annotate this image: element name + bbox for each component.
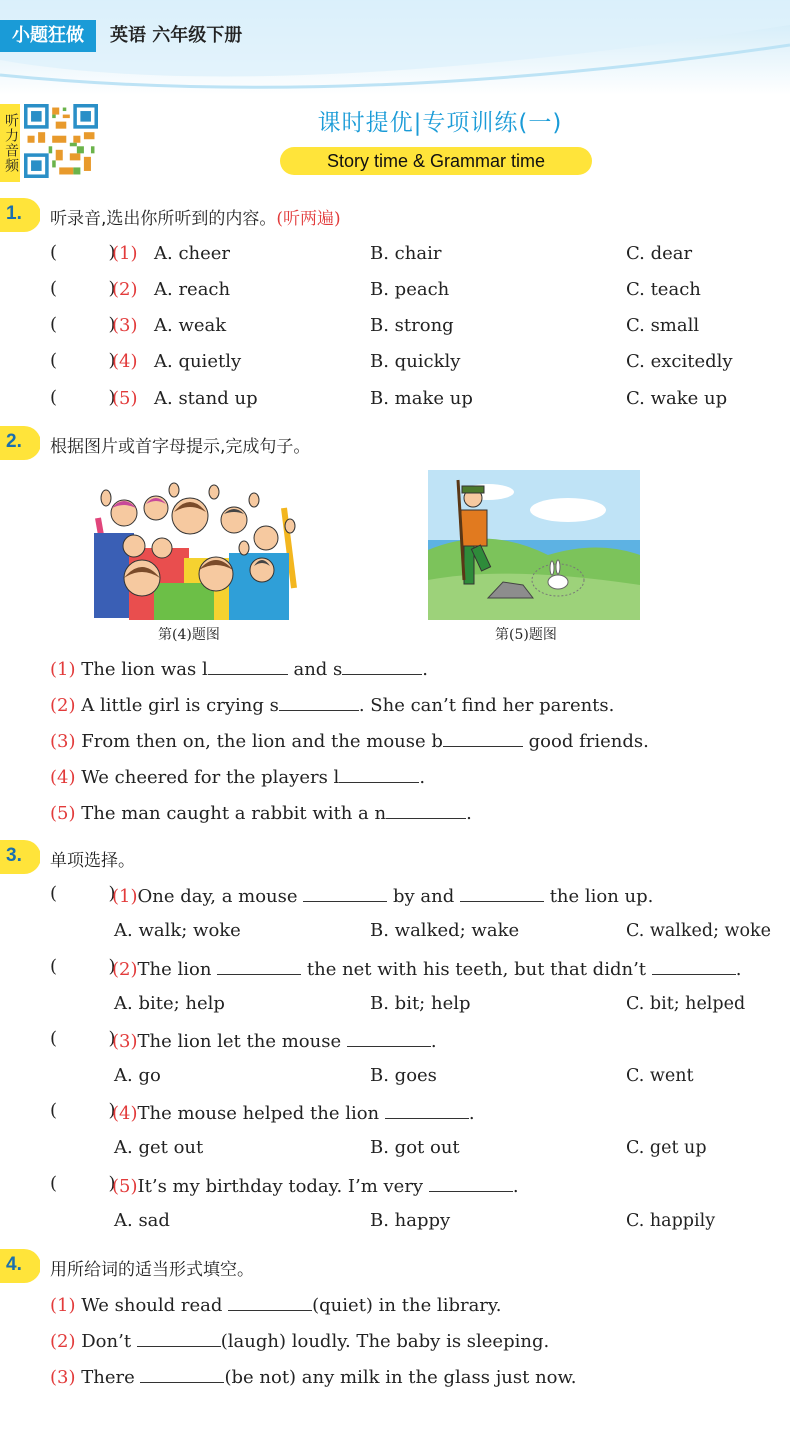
answer-paren[interactable]: ( ) [50,1173,116,1194]
section-1-instruction [50,204,341,229]
sentence-text: We cheered for the players [81,767,334,788]
option-b[interactable]: B. chair [370,243,442,264]
section-1-number: 1. [6,203,22,224]
option-b[interactable]: B. peach [370,279,450,300]
sentence-text: We should read [81,1295,229,1316]
sentence-text: (quiet) in the library. [312,1295,502,1316]
answer-blank[interactable] [652,956,736,975]
question-text: It’s my birthday today. I’m very [137,1176,429,1197]
answer-paren[interactable]: ( ) [50,242,116,263]
choice-question [112,883,653,909]
option-c[interactable]: C. small [626,315,700,336]
answer-paren[interactable]: ( ) [50,1100,116,1121]
section-4-number: 4. [6,1254,22,1275]
question-text: the lion up. [543,886,654,907]
option-b[interactable]: B. quickly [370,351,461,372]
option-b[interactable]: B. goes [370,1065,437,1086]
option-a[interactable]: A. walk; woke [114,920,241,941]
option-a[interactable]: A. weak [154,315,227,336]
option-c[interactable]: C. wake up [626,388,728,409]
sentence-text: The man caught a rabbit with a [81,803,375,824]
question-number: (5) [112,1176,138,1197]
sentence-text: (be not) any milk in the glass just now. [224,1367,577,1388]
section-3-instruction: 单项选择。 [50,851,135,871]
sentence-text: . [466,803,472,824]
question-text: The lion [137,959,218,980]
hint-letter: l [201,659,208,680]
sentence-text: good friends. [522,731,649,752]
sentence-text: A little girl is crying [81,695,270,716]
sentence-text: . [422,659,429,680]
answer-paren[interactable]: ( ) [50,1028,116,1049]
question-number: (2) [112,959,138,980]
answer-blank[interactable] [208,656,288,675]
option-c[interactable]: C. excitedly [626,351,733,372]
caption-picture-4: 第(4)题图 [158,627,220,643]
option-c[interactable]: C. bit; helped [626,994,746,1014]
question-number: (1) [50,659,76,680]
sentence-text: Don’t [81,1331,137,1352]
cheering-crowd-illustration [94,478,300,620]
question-number: (3) [112,315,138,336]
question-number: (5) [112,388,138,409]
answer-blank[interactable] [429,1173,513,1192]
choice-question [112,1028,437,1054]
option-c[interactable]: C. get up [626,1138,707,1158]
hint-letter: s [269,695,279,716]
answer-blank[interactable] [339,764,419,783]
answer-blank[interactable] [385,1100,469,1119]
brand-label: 小题狂做 [0,20,96,52]
sentence-text: . [419,767,426,788]
answer-blank[interactable] [279,692,359,711]
option-c[interactable]: C. teach [626,279,701,300]
question-number: (2) [112,279,138,300]
answer-paren[interactable]: ( ) [50,350,116,371]
answer-blank[interactable] [140,1364,224,1383]
option-b[interactable]: B. make up [370,388,473,409]
answer-blank[interactable] [443,728,523,747]
question-text: The lion let the mouse [137,1031,347,1052]
hint-letter: n [374,803,387,824]
option-c[interactable]: C. dear [626,243,693,264]
option-a[interactable]: A. stand up [154,388,258,409]
question-number: (2) [50,695,76,716]
question-number: (5) [50,803,76,824]
option-c[interactable]: C. went [626,1066,694,1086]
answer-blank[interactable] [347,1028,431,1047]
answer-blank[interactable] [386,800,466,819]
choice-question [112,1173,519,1199]
question-number: (4) [50,767,76,788]
answer-blank[interactable] [303,883,387,902]
question-number: (4) [112,1103,138,1124]
fill-in-item [50,1364,577,1390]
option-b[interactable]: B. got out [370,1137,460,1158]
question-number: (3) [50,731,76,752]
option-a[interactable]: A. get out [114,1137,204,1158]
option-b[interactable]: B. walked; wake [370,920,520,941]
answer-paren[interactable]: ( ) [50,387,116,408]
section-4-instruction: 用所给词的适当形式填空。 [50,1260,254,1280]
section-2-number: 2. [6,431,22,452]
hint-letter: s [333,659,343,680]
option-b[interactable]: B. happy [370,1210,451,1231]
question-text: The mouse helped the lion [137,1103,385,1124]
question-number: (1) [50,1295,76,1316]
question-number: (4) [112,351,138,372]
answer-blank[interactable] [137,1328,221,1347]
fill-in-item [50,1328,549,1354]
option-a[interactable]: A. bite; help [114,993,225,1014]
question-text: the net with his teeth, but that didn’t [301,959,652,980]
fill-in-item [50,1292,501,1318]
page-subtitle: Story time & Grammar time [280,147,592,175]
question-number: (1) [112,886,138,907]
option-b[interactable]: B. bit; help [370,993,471,1014]
sentence-item [50,728,649,754]
option-b[interactable]: B. strong [370,315,454,336]
option-a[interactable]: A. cheer [154,243,231,264]
option-c[interactable]: C. walked; woke [626,921,771,941]
answer-paren[interactable]: ( ) [50,883,116,904]
answer-paren[interactable]: ( ) [50,956,116,977]
answer-blank[interactable] [228,1292,312,1311]
option-a[interactable]: A. sad [114,1210,170,1231]
question-number: (3) [112,1031,138,1052]
sentence-text: From then on, the lion and the mouse [81,731,432,752]
question-number: (3) [50,1367,76,1388]
choice-question [112,1100,475,1126]
subject-label: 英语 六年级下册 [110,25,243,46]
hint-letter: b [431,731,443,752]
section-3-number: 3. [6,845,22,866]
choice-question [112,956,741,982]
caption-picture-5: 第(5)题图 [495,627,557,643]
option-c[interactable]: C. happily [626,1211,716,1231]
sentence-item [50,764,425,790]
section-1-instruction-text: 听录音,选出你所听到的内容。 [50,209,277,229]
question-number: (2) [50,1331,76,1352]
question-text: . [735,959,742,980]
answer-blank[interactable] [460,883,544,902]
answer-blank[interactable] [342,656,422,675]
audio-label: 听力音频 [0,104,20,182]
question-text: by and [387,886,460,907]
sentence-text: There [81,1367,141,1388]
sentence-text: (laugh) loudly. The baby is sleeping. [220,1331,550,1352]
sentence-item [50,800,472,826]
answer-paren[interactable]: ( ) [50,278,116,299]
option-a[interactable]: A. go [114,1065,161,1086]
sentence-text: The lion was [81,659,202,680]
question-text: . [430,1031,437,1052]
sentence-item [50,656,428,682]
option-a[interactable]: A. quietly [154,351,242,372]
question-text: . [512,1176,519,1197]
qr-code-icon[interactable] [24,104,98,178]
hint-letter: l [333,767,340,788]
answer-paren[interactable]: ( ) [50,314,116,335]
question-number: (1) [112,243,138,264]
answer-blank[interactable] [217,956,301,975]
section-1-note: (听两遍) [276,209,341,229]
question-text: . [468,1103,475,1124]
hunter-rabbit-illustration [428,470,640,620]
page-title: 课时提优|专项训练(一) [317,110,563,136]
sentence-text: and [287,659,334,680]
sentence-item [50,692,614,718]
section-2-instruction: 根据图片或首字母提示,完成句子。 [50,437,311,457]
option-a[interactable]: A. reach [154,279,231,300]
question-text: One day, a mouse [137,886,304,907]
sentence-text: . She can’t find her parents. [358,695,615,716]
